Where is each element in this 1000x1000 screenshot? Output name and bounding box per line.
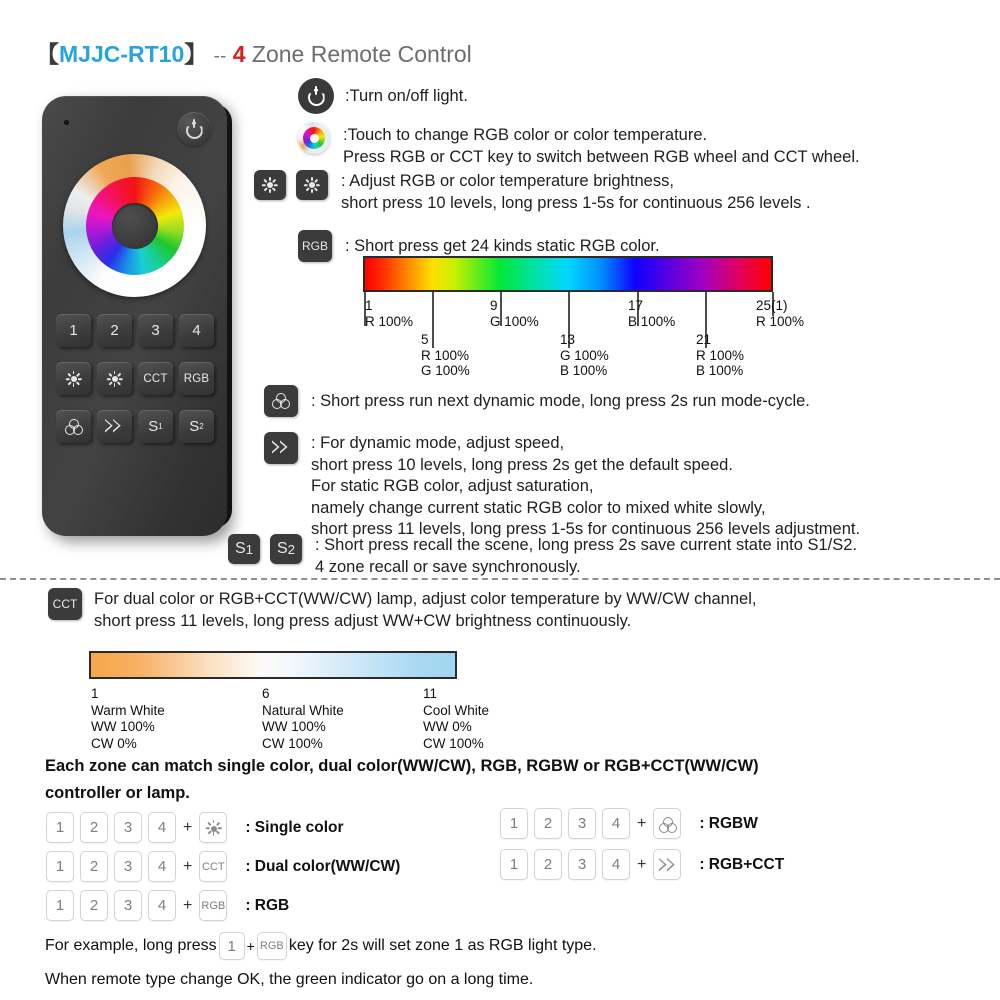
scene-s1-sub: 1 <box>245 541 254 557</box>
match-row-single-color <box>46 812 344 843</box>
zone-key-4[interactable]: 4 <box>602 808 630 839</box>
spectrum-label-17-num: 17 <box>628 298 644 313</box>
zone-key-4[interactable]: 4 <box>148 890 176 921</box>
brightness-icon <box>262 177 279 194</box>
match-result-single-color: : Single color <box>245 818 344 836</box>
legend-brightness-line-1: : Adjust RGB or color temperature brightness, <box>341 172 674 190</box>
mode-icon-glyph <box>272 393 290 409</box>
zone-key-2[interactable]: 2 <box>80 890 108 921</box>
example-prefix: For example, long press <box>45 937 217 954</box>
legend-brightness-line-2: short press 10 levels, long press 1-5s for continuous 256 levels . <box>341 193 811 212</box>
spectrum-label-21-num: 21 <box>696 332 712 347</box>
legend-speed-line-3: For static RGB color, adjust saturation, <box>311 477 594 495</box>
spectrum-label-5-num: 5 <box>421 332 429 347</box>
legend-row-color-wheel <box>298 122 860 168</box>
spectrum-label-25-line-1: R 100% <box>756 313 805 329</box>
example-plus: + <box>246 938 255 954</box>
speed-icon <box>105 419 124 434</box>
scene-key-s2-label: S <box>189 418 200 435</box>
spectrum-label-9-line-1: G 100% <box>490 313 539 329</box>
match-row-dual-color <box>46 851 400 882</box>
zone-key-1[interactable]: 1 <box>500 849 528 880</box>
section-divider <box>0 578 1000 580</box>
zone-key-2[interactable]: 2 <box>80 812 108 843</box>
cct-label-1-cw: CW 0% <box>91 735 137 751</box>
power-icon-bar <box>315 86 317 95</box>
mode-icon <box>659 817 675 831</box>
spectrum-label-21-line-2: B 100% <box>696 363 744 378</box>
legend-power-text: :Turn on/off light. <box>345 87 468 105</box>
remote-speed-key[interactable] <box>97 410 132 443</box>
legend-rgb-text: : Short press get 24 kinds static RGB color. <box>345 237 660 255</box>
title-bracket-close: 】 <box>184 41 208 67</box>
title-bracket-open: 【 <box>36 41 59 67</box>
remote-control-device <box>42 96 227 536</box>
zone-key-1[interactable]: 1 <box>500 808 528 839</box>
zone-key-3[interactable]: 3 <box>568 808 596 839</box>
cct-label-1-name: Warm White <box>91 702 165 718</box>
plus-sign: + <box>183 818 193 836</box>
spectrum-label-5-line-1: R 100% <box>421 347 470 363</box>
legend-speed-line-2: short press 10 levels, long press 2s get the default speed. <box>311 455 733 474</box>
legend-color-wheel-text <box>343 122 860 168</box>
remote-mode-key[interactable] <box>56 410 91 443</box>
zone-key-3[interactable]: 3 <box>114 890 142 921</box>
power-icon <box>298 78 334 114</box>
color-wheel-icon <box>298 122 330 154</box>
zone-key-3[interactable]: 3 <box>114 812 142 843</box>
legend-speed-text <box>311 432 860 541</box>
match-result-rgbw: : RGBW <box>699 814 758 832</box>
remote-brightness-down-key[interactable] <box>56 362 91 395</box>
spectrum-label-13-line-1: G 100% <box>560 347 609 363</box>
cct-section-header <box>48 588 756 632</box>
remote-rgb-key[interactable]: RGB <box>179 362 214 395</box>
spectrum-label-21-line-1: R 100% <box>696 347 745 363</box>
zone-key-4[interactable]: 4 <box>148 851 176 882</box>
remote-scene-key-s2[interactable] <box>179 410 214 443</box>
example-suffix: key for 2s will set zone 1 as RGB light type. <box>288 937 597 954</box>
example-zone-key[interactable]: 1 <box>219 932 245 960</box>
legend-speed-line-4: namely change current static RGB color to mixed white slowly, <box>311 498 766 517</box>
matching-heading-line-2: controller or lamp. <box>45 784 190 802</box>
spectrum-label-13-line-2: B 100% <box>560 363 608 378</box>
function-key-row <box>56 362 214 395</box>
mode-key-icon[interactable] <box>653 808 681 839</box>
title-zone-count: 4 <box>232 41 246 67</box>
remote-power-button[interactable] <box>177 112 211 146</box>
spectrum-label-5-line-2: G 100% <box>421 363 470 378</box>
brightness-down-key-icon <box>254 170 286 200</box>
spectrum-label-21 <box>696 332 744 379</box>
zone-key-4[interactable]: 4 <box>602 849 630 880</box>
power-icon-bar <box>193 119 195 128</box>
match-result-rgb-cct: : RGB+CCT <box>699 855 785 873</box>
example-rgb-key[interactable]: RGB <box>257 932 287 960</box>
remote-zone-key-1[interactable]: 1 <box>56 314 91 347</box>
legend-row-mode <box>264 385 810 417</box>
zone-key-2[interactable]: 2 <box>80 851 108 882</box>
zone-key-2[interactable]: 2 <box>534 849 562 880</box>
spectrum-label-17-line-1: B 100% <box>628 313 676 329</box>
cct-label-1 <box>91 686 165 752</box>
zone-key-2[interactable]: 2 <box>534 808 562 839</box>
brightness-up-key-icon <box>296 170 328 200</box>
cct-label-1-num: 1 <box>91 686 99 701</box>
spectrum-label-9 <box>490 298 539 329</box>
plus-sign: + <box>637 855 647 873</box>
remote-zone-key-4[interactable]: 4 <box>179 314 214 347</box>
zone-key-1[interactable]: 1 <box>46 890 74 921</box>
match-result-dual-color: : Dual color(WW/CW) <box>245 857 401 875</box>
title-rest: Zone Remote Control <box>245 41 472 67</box>
cct-label-11-ww: WW 0% <box>423 719 472 734</box>
legend-scene-text <box>315 534 857 578</box>
cct-key-icon[interactable]: CCT <box>199 851 227 882</box>
legend-speed-line-5: short press 11 levels, long press 1-5s for continuous 256 levels adjustment. <box>311 520 861 538</box>
plus-sign: + <box>183 857 193 875</box>
example-note-line <box>45 932 597 960</box>
spectrum-label-13 <box>560 332 609 379</box>
zone-key-1[interactable]: 1 <box>46 851 74 882</box>
scene-key-s2-sub: 2 <box>199 422 204 431</box>
cct-line-2: short press 11 levels, long press adjust WW+CW brightness continuously. <box>94 611 632 630</box>
scene-key-s1-sub: 1 <box>158 422 163 431</box>
spectrum-label-25-num: 25(1) <box>756 298 788 313</box>
remote-cct-key[interactable]: CCT <box>138 362 173 395</box>
final-note-line: When remote type change OK, the green indicator go on a long time. <box>45 971 534 988</box>
remote-scene-key-s1[interactable] <box>138 410 173 443</box>
rgb-spectrum-bar <box>363 256 773 292</box>
brightness-icon <box>304 177 321 194</box>
match-row-rgb-cct <box>500 849 784 880</box>
legend-row-speed <box>264 432 860 541</box>
wheel-center-hub <box>112 203 158 249</box>
spectrum-label-13-num: 13 <box>560 332 576 347</box>
title-model: MJJC-RT10 <box>59 41 185 67</box>
speed-icon <box>659 858 676 871</box>
scene-key-s1-label: S <box>148 418 159 435</box>
spectrum-label-17 <box>628 298 675 329</box>
mode-key-row <box>56 410 214 443</box>
matching-heading-line-1: Each zone can match single color, dual color(WW/CW), RGB, RGBW or RGB+CCT(WW/CW) <box>45 757 759 775</box>
ir-led-indicator <box>64 120 69 125</box>
brightness-icon <box>106 370 123 387</box>
scene-s2-label: S <box>276 540 288 557</box>
cct-line-1: For dual color or RGB+CCT(WW/CW) lamp, adjust color temperature by WW/CW channel, <box>94 590 757 608</box>
match-row-rgb <box>46 890 289 921</box>
brightness-key-icon[interactable] <box>199 812 227 843</box>
scene-key-s2-icon <box>270 534 302 564</box>
cct-section-text <box>94 588 756 632</box>
spectrum-label-1-line-1: R 100% <box>365 313 414 329</box>
spectrum-label-5 <box>421 332 470 379</box>
cct-label-6-name: Natural White <box>262 702 344 718</box>
legend-row-power <box>298 78 468 114</box>
legend-scene-line-1: : Short press recall the scene, long press 2s save current state into S1/S2. <box>315 536 858 554</box>
zone-key-3[interactable]: 3 <box>568 849 596 880</box>
speed-key-icon[interactable] <box>653 849 681 880</box>
zone-key-4[interactable]: 4 <box>148 812 176 843</box>
plus-sign: + <box>183 896 193 914</box>
remote-zone-key-3[interactable]: 3 <box>138 314 173 347</box>
scene-key-s1-icon <box>228 534 260 564</box>
cct-gradient-bar <box>89 651 457 679</box>
rgb-key-icon: RGB <box>298 230 332 262</box>
match-row-rgbw <box>500 808 758 839</box>
cct-label-6-cw: CW 100% <box>262 735 323 751</box>
cct-label-11 <box>423 686 489 752</box>
legend-wheel-line-1: :Touch to change RGB color or color temperature. <box>343 126 708 144</box>
plus-sign: + <box>637 814 647 832</box>
mode-icon <box>65 419 83 435</box>
cct-label-6 <box>262 686 344 752</box>
mode-icon <box>264 385 298 417</box>
speed-icon <box>264 432 298 464</box>
cct-label-11-cw: CW 100% <box>423 735 484 751</box>
cct-label-6-num: 6 <box>262 686 270 701</box>
cct-label-11-name: Cool White <box>423 702 490 718</box>
cct-label-11-num: 11 <box>423 686 438 701</box>
title-dash: -- <box>213 46 227 67</box>
brightness-icon <box>65 370 82 387</box>
match-result-rgb: : RGB <box>245 896 290 914</box>
scene-s1-label: S <box>234 540 246 557</box>
page-title <box>36 36 472 69</box>
rgb-key-icon[interactable]: RGB <box>199 890 227 921</box>
speed-icon-glyph <box>272 441 291 456</box>
spectrum-label-1 <box>365 298 413 329</box>
remote-zone-key-2[interactable]: 2 <box>97 314 132 347</box>
legend-wheel-line-2: Press RGB or CCT key to switch between RGB wheel and CCT wheel. <box>343 147 860 166</box>
zone-key-row <box>56 314 214 347</box>
scene-s2-sub: 2 <box>287 541 296 557</box>
cct-label-1-ww: WW 100% <box>91 719 155 734</box>
legend-mode-text: : Short press run next dynamic mode, long press 2s run mode-cycle. <box>311 392 810 410</box>
zone-key-1[interactable]: 1 <box>46 812 74 843</box>
cct-label-6-ww: WW 100% <box>262 719 326 734</box>
spectrum-label-9-num: 9 <box>490 298 498 313</box>
spectrum-label-1-num: 1 <box>365 298 373 313</box>
legend-row-brightness <box>254 170 811 214</box>
brightness-icon <box>206 820 221 835</box>
legend-scene-line-2: 4 zone recall or save synchronously. <box>315 557 581 576</box>
legend-speed-line-1: : For dynamic mode, adjust speed, <box>311 434 565 452</box>
cct-key-icon: CCT <box>48 588 82 620</box>
legend-brightness-text <box>341 170 811 214</box>
legend-row-scene <box>228 534 857 578</box>
remote-keypad <box>56 314 214 458</box>
remote-brightness-up-key[interactable] <box>97 362 132 395</box>
zone-key-3[interactable]: 3 <box>114 851 142 882</box>
touch-color-wheel[interactable] <box>63 154 206 297</box>
spectrum-label-25 <box>756 298 804 329</box>
